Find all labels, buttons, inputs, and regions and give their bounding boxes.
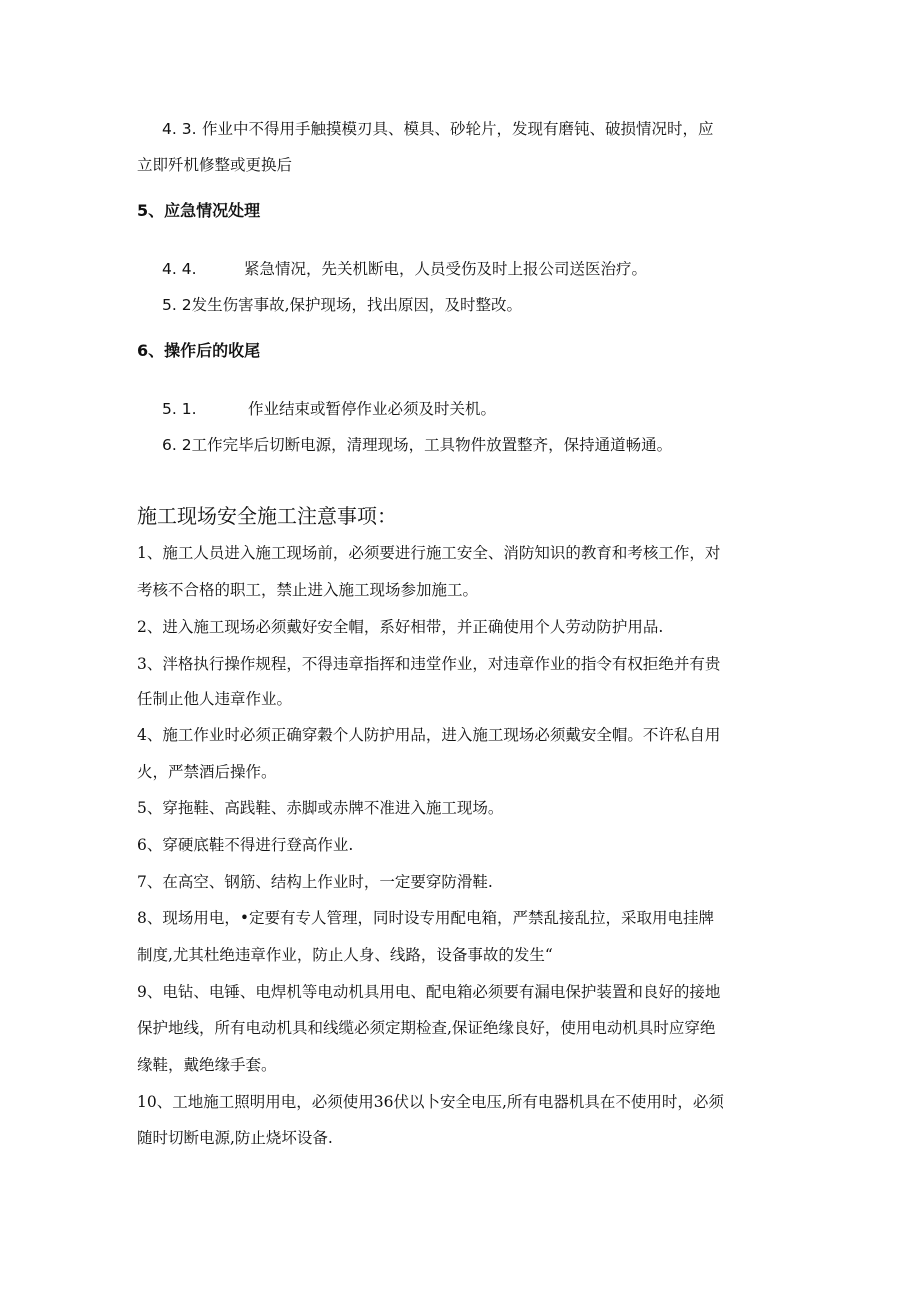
note-5-line-1: 5、穿拖鞋、高践鞋、赤脚或赤牌不准进入施工现场。 [137,799,504,817]
item-4-3-line-2: 立即歼机修整或更换后 [137,156,293,174]
item-number: 4. 4. [162,260,197,278]
item-number: 4. 3. [162,120,197,138]
note-9-line-1: 9、电钻、电锤、电焊机等电动机具用电、配电箱必须要有漏电保护装置和良好的接地 [137,983,721,1001]
item-text: 发生伤害事故,保护现场，找出原因，及时整改。 [191,296,523,314]
note-6-line-1: 6、穿硬底鞋不得进行登高作业. [137,836,354,854]
section-6-heading: 6、操作后的收尾 [137,341,261,360]
safety-notes-title: 施工现场安全施工注意事项： [137,504,397,528]
item-text: 作业结束或暂停作业必须及时关机。 [248,400,497,418]
note-8-line-1: 8、现场用电，•定要有专人管理，同时设专用配电箱，严禁乱接乱拉，采取用电挂牌 [137,909,715,927]
note-4-line-2: 火，严禁酒后操作。 [137,763,277,781]
section-5-item-2 [162,294,522,316]
note-2-line-1: 2、进入施工现场必须戴好安全帽，系好相带，并正确使用个人劳动防护用品. [137,618,664,636]
note-10-line-2: 随时切断电源,防止烧坏设备. [137,1129,333,1147]
section-6-item-2 [162,434,672,456]
section-6-item-1 [162,398,496,420]
note-1-line-2: 考核不合格的职工，禁止进入施工现场参加施工。 [137,581,479,599]
section-5-heading: 5、应急情况处理 [137,201,261,220]
item-number: 5. 2 [162,296,192,314]
note-9-line-3: 缘鞋，戴绝缘手套。 [137,1056,277,1074]
note-10-line-1: 10、工地施工照明用电，必须使用36伏以卜安全电压,所有电器机具在不使用时，必须 [137,1093,724,1111]
note-1-line-1: 1、施工人员进入施工现场前，必须要进行施工安全、消防知识的教育和考核工作，对 [137,544,721,562]
item-text: 作业中不得用手触摸模刃具、模具、砂轮片，发现有磨钝、破损情况时，应 [202,120,714,138]
item-number: 6. 2 [162,436,192,454]
note-3-line-1: 3、泮格执行操作规程，不得违章指挥和违堂作业，对违章作业的指令有权拒绝并有贵 [137,655,721,673]
section-5-item-1 [162,258,647,280]
item-number: 5. 1. [162,400,197,418]
note-4-line-1: 4、施工作业时必须正确穿穀个人防护用品，进入施工现场必须戴安全帽。不许私自用 [137,726,721,744]
note-8-line-2: 制度,尤其杜绝违章作业，防止人身、线路，设备事故的发生“ [137,946,553,964]
note-3-line-2: 任制止他人违章作业。 [137,690,293,708]
note-9-line-2: 保护地线，所有电动机具和线缆必须定期检查,保证绝缘良好，使用电动机具时应穿绝 [137,1019,716,1037]
item-text: 紧急情况，先关机断电，人员受伤及时上报公司送医治疗。 [244,260,648,278]
item-4-3-line-1 [162,118,714,140]
note-7-line-1: 7、在高空、钢筋、结构上作业时，一定要穿防滑鞋. [137,873,493,891]
item-text: 工作完毕后切断电源，清理现场，工具物件放置整齐，保持通道畅通。 [191,436,673,454]
